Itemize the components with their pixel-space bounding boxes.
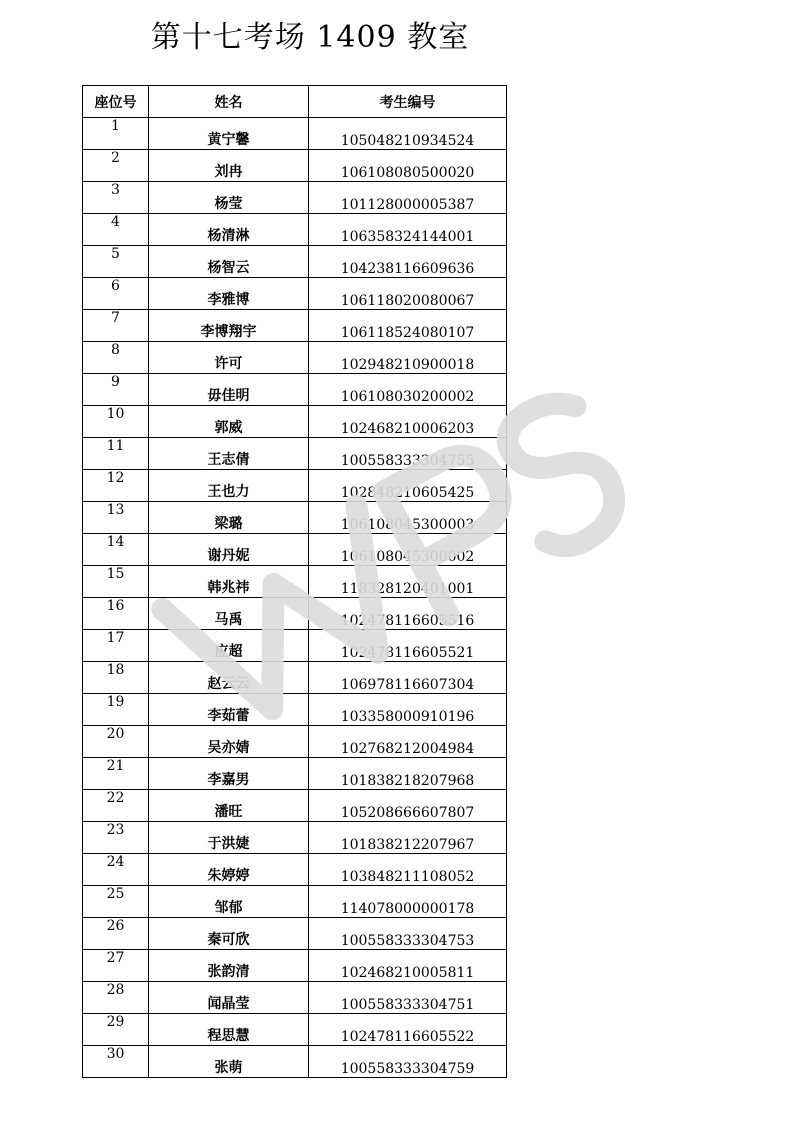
table-row <box>83 918 507 950</box>
student-name-cell: 许可 <box>149 342 309 374</box>
table-row <box>83 950 507 982</box>
seat-number-cell: 16 <box>83 598 149 630</box>
seat-number-cell: 17 <box>83 630 149 662</box>
table-row <box>83 502 507 534</box>
seat-number-cell: 19 <box>83 694 149 726</box>
table-row <box>83 822 507 854</box>
student-name-cell: 毋佳明 <box>149 374 309 406</box>
exam-id-cell: 106118524080107 <box>309 310 507 342</box>
table-row <box>83 854 507 886</box>
table-row <box>83 214 507 246</box>
exam-id-cell: 102478116605522 <box>309 1014 507 1046</box>
exam-id-cell: 102468210006203 <box>309 406 507 438</box>
student-name-cell: 应超 <box>149 630 309 662</box>
table-body <box>83 118 507 1078</box>
exam-id-cell: 114078000000178 <box>309 886 507 918</box>
exam-id-cell: 102768212004984 <box>309 726 507 758</box>
student-name-cell: 刘冉 <box>149 150 309 182</box>
table-row <box>83 246 507 278</box>
exam-id-cell: 102468210005811 <box>309 950 507 982</box>
exam-id-cell: 101838212207967 <box>309 822 507 854</box>
student-name-cell: 吴亦婧 <box>149 726 309 758</box>
seat-number-cell: 14 <box>83 534 149 566</box>
exam-id-cell: 101128000005387 <box>309 182 507 214</box>
seat-number-cell: 25 <box>83 886 149 918</box>
seat-number-cell: 12 <box>83 470 149 502</box>
seat-number-cell: 6 <box>83 278 149 310</box>
student-name-cell: 于洪婕 <box>149 822 309 854</box>
seat-number-cell: 21 <box>83 758 149 790</box>
seat-number-cell: 11 <box>83 438 149 470</box>
exam-id-cell: 100558333304751 <box>309 982 507 1014</box>
exam-id-cell: 106108045300002 <box>309 534 507 566</box>
table-row <box>83 790 507 822</box>
table-row <box>83 1014 507 1046</box>
exam-id-cell: 100558333304759 <box>309 1046 507 1078</box>
seating-table <box>82 85 507 1078</box>
exam-id-cell: 106108080500020 <box>309 150 507 182</box>
student-name-cell: 张韵清 <box>149 950 309 982</box>
exam-id-cell: 104238116609636 <box>309 246 507 278</box>
student-name-cell: 杨莹 <box>149 182 309 214</box>
seat-number-cell: 22 <box>83 790 149 822</box>
table-row <box>83 438 507 470</box>
student-name-cell: 闻晶莹 <box>149 982 309 1014</box>
exam-id-cell: 103358000910196 <box>309 694 507 726</box>
seat-number-cell: 27 <box>83 950 149 982</box>
seat-number-cell: 9 <box>83 374 149 406</box>
student-name-cell: 郭威 <box>149 406 309 438</box>
table-row <box>83 118 507 150</box>
table-row <box>83 758 507 790</box>
student-name-cell: 朱婷婷 <box>149 854 309 886</box>
exam-id-cell: 106108045300003 <box>309 502 507 534</box>
exam-id-cell: 103848211108052 <box>309 854 507 886</box>
student-name-cell: 韩兆祎 <box>149 566 309 598</box>
exam-id-cell: 101838218207968 <box>309 758 507 790</box>
student-name-cell: 赵云云 <box>149 662 309 694</box>
table-row <box>83 886 507 918</box>
exam-id-cell: 102948210900018 <box>309 342 507 374</box>
table-row <box>83 982 507 1014</box>
header-exam-id: 考生编号 <box>309 86 507 118</box>
seat-number-cell: 24 <box>83 854 149 886</box>
table-row <box>83 278 507 310</box>
student-name-cell: 潘旺 <box>149 790 309 822</box>
table-row <box>83 182 507 214</box>
seat-number-cell: 23 <box>83 822 149 854</box>
table-row <box>83 374 507 406</box>
exam-id-cell: 106358324144001 <box>309 214 507 246</box>
table-header-row <box>83 86 507 118</box>
seat-number-cell: 2 <box>83 150 149 182</box>
seat-number-cell: 4 <box>83 214 149 246</box>
seat-number-cell: 20 <box>83 726 149 758</box>
student-name-cell: 张萌 <box>149 1046 309 1078</box>
seat-number-cell: 30 <box>83 1046 149 1078</box>
exam-id-cell: 106978116607304 <box>309 662 507 694</box>
exam-id-cell: 105048210934524 <box>309 118 507 150</box>
table-row <box>83 598 507 630</box>
seat-number-cell: 1 <box>83 118 149 150</box>
student-name-cell: 邹郁 <box>149 886 309 918</box>
exam-id-cell: 102478116605516 <box>309 598 507 630</box>
seat-number-cell: 29 <box>83 1014 149 1046</box>
exam-id-cell: 100558333304755 <box>309 438 507 470</box>
student-name-cell: 梁璐 <box>149 502 309 534</box>
page-title: 第十七考场 1409 教室 <box>150 20 470 55</box>
table-row <box>83 342 507 374</box>
student-name-cell: 李茹蕾 <box>149 694 309 726</box>
seat-number-cell: 26 <box>83 918 149 950</box>
table-row <box>83 566 507 598</box>
table-row <box>83 150 507 182</box>
student-name-cell: 李博翔宇 <box>149 310 309 342</box>
seat-number-cell: 3 <box>83 182 149 214</box>
watermark-s-stroke <box>488 391 633 557</box>
seat-number-cell: 10 <box>83 406 149 438</box>
exam-id-cell: 102478116605521 <box>309 630 507 662</box>
table-row <box>83 694 507 726</box>
table-row <box>83 406 507 438</box>
table-row <box>83 726 507 758</box>
student-name-cell: 秦可欣 <box>149 918 309 950</box>
student-name-cell: 黄宁馨 <box>149 118 309 150</box>
header-name: 姓名 <box>149 86 309 118</box>
exam-id-cell: 106118020080067 <box>309 278 507 310</box>
seat-number-cell: 15 <box>83 566 149 598</box>
table-row <box>83 470 507 502</box>
header-seat: 座位号 <box>83 86 149 118</box>
table-row <box>83 534 507 566</box>
student-name-cell: 杨智云 <box>149 246 309 278</box>
exam-id-cell: 102848210605425 <box>309 470 507 502</box>
seat-number-cell: 28 <box>83 982 149 1014</box>
student-name-cell: 马禹 <box>149 598 309 630</box>
exam-id-cell: 105208666607807 <box>309 790 507 822</box>
seat-number-cell: 18 <box>83 662 149 694</box>
student-name-cell: 王也力 <box>149 470 309 502</box>
seat-number-cell: 5 <box>83 246 149 278</box>
table-row <box>83 310 507 342</box>
student-name-cell: 杨清淋 <box>149 214 309 246</box>
student-name-cell: 王志倩 <box>149 438 309 470</box>
table-row <box>83 662 507 694</box>
student-name-cell: 程思慧 <box>149 1014 309 1046</box>
seat-number-cell: 7 <box>83 310 149 342</box>
exam-id-cell: 106108030200002 <box>309 374 507 406</box>
student-name-cell: 李雅博 <box>149 278 309 310</box>
student-name-cell: 李嘉男 <box>149 758 309 790</box>
seat-number-cell: 8 <box>83 342 149 374</box>
exam-id-cell: 100558333304753 <box>309 918 507 950</box>
seat-number-cell: 13 <box>83 502 149 534</box>
student-name-cell: 谢丹妮 <box>149 534 309 566</box>
table-row <box>83 1046 507 1078</box>
table-row <box>83 630 507 662</box>
exam-id-cell: 118328120401001 <box>309 566 507 598</box>
